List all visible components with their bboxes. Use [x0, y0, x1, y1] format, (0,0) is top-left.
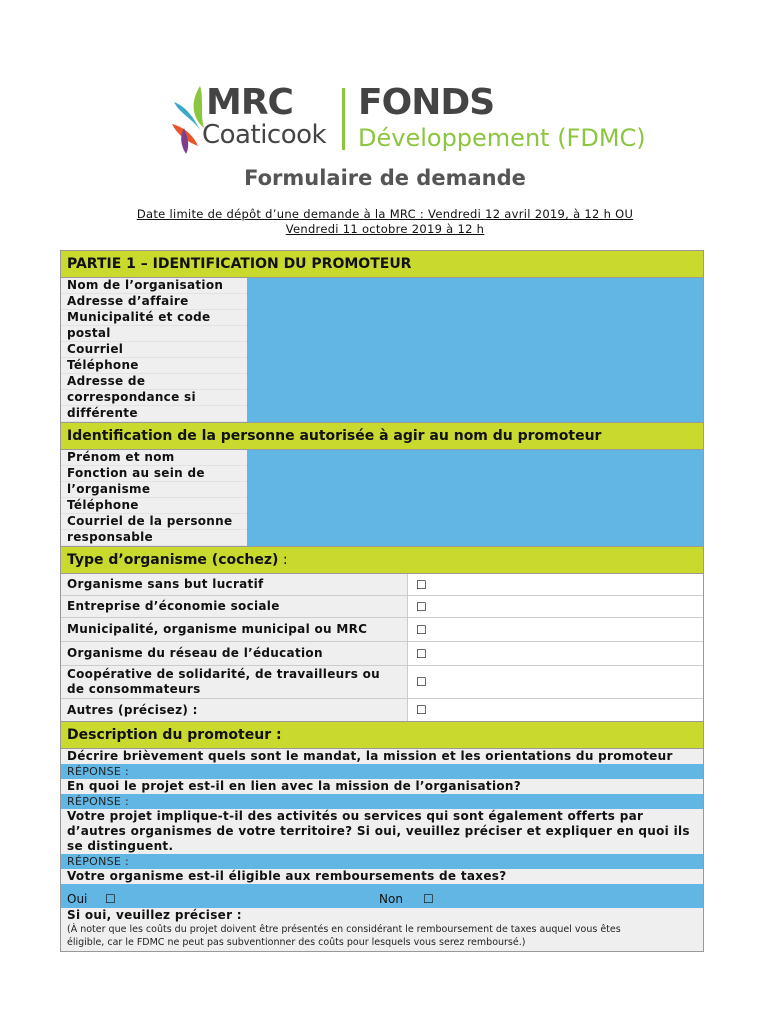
- logo-developpement-text: Développement (FDMC): [358, 124, 646, 152]
- question-similar-services: [61, 809, 703, 854]
- logo-mrc-text: MRC: [206, 82, 293, 123]
- checkbox-icon[interactable]: ☐: [407, 666, 703, 698]
- deadline-notice: [60, 207, 710, 237]
- field-label: différente: [61, 406, 247, 422]
- part1-section: [61, 278, 703, 422]
- question-line: d’autres organismes de votre territoire? Si oui, veuillez préciser et expliquer en quoi ils: [67, 824, 690, 838]
- field-label: Nom de l’organisation: [61, 278, 247, 294]
- org-type-row: [61, 618, 703, 642]
- org-type-label: Organisme du réseau de l’éducation: [61, 642, 407, 665]
- field-label: Municipalité et code: [61, 310, 247, 326]
- org-type-label: Entreprise d’économie sociale: [61, 596, 407, 617]
- tax-note: [61, 923, 703, 951]
- fdmc-logo: [170, 80, 690, 162]
- part1-header: PARTIE 1 – IDENTIFICATION DU PROMOTEUR: [61, 251, 703, 278]
- authorized-labels: [61, 450, 247, 546]
- answer-field[interactable]: RÉPONSE :: [61, 764, 703, 779]
- authorized-input-area[interactable]: [247, 450, 703, 546]
- application-form: [60, 250, 704, 952]
- field-label: Téléphone: [61, 358, 247, 374]
- answer-field[interactable]: RÉPONSE :: [61, 854, 703, 869]
- non-label: Non: [379, 892, 403, 906]
- logo-divider: [342, 88, 345, 150]
- note-line: (À noter que les coûts du projet doivent être présentés en considérant le remboursement de taxes auquel vous êtes: [67, 924, 621, 935]
- page-title: Formulaire de demande: [244, 166, 526, 190]
- question-line: Votre projet implique-t-il des activités ou services qui sont également offerts par: [67, 809, 644, 823]
- logo-coaticook-text: Coaticook: [202, 120, 327, 150]
- org-type-label: [61, 666, 407, 698]
- org-type-label: Municipalité, organisme municipal ou MRC: [61, 618, 407, 641]
- org-type-label: Organisme sans but lucratif: [61, 574, 407, 595]
- checkbox-icon[interactable]: ☐: [407, 642, 703, 665]
- part1-labels: [61, 278, 247, 422]
- org-type-row: [61, 574, 703, 596]
- org-type-row: [61, 596, 703, 618]
- tax-refund-choice: [61, 884, 703, 908]
- field-label: Adresse de: [61, 374, 247, 390]
- checkbox-icon[interactable]: ☐: [407, 618, 703, 641]
- note-line: éligible, car le FDMC ne peut pas subventionner des coûts pour lesquels vous serez remboursé.): [67, 937, 526, 948]
- authorized-section: [61, 450, 703, 546]
- org-type-label-line: Coopérative de solidarité, de travailleurs ou: [67, 667, 381, 681]
- org-type-title: Type d’organisme (cochez): [67, 552, 279, 568]
- checkbox-icon[interactable]: ☐: [407, 596, 703, 617]
- field-label: Courriel de la personne: [61, 514, 247, 530]
- deadline-line-2: Vendredi 11 octobre 2019 à 12 h: [285, 222, 485, 236]
- description-header: Description du promoteur :: [61, 721, 703, 749]
- field-label: Prénom et nom: [61, 450, 247, 466]
- field-label: Fonction au sein de: [61, 466, 247, 482]
- field-label: postal: [61, 326, 247, 342]
- org-type-row: [61, 699, 703, 721]
- question-specify: Si oui, veuillez préciser :: [61, 908, 703, 923]
- org-type-row: [61, 666, 703, 699]
- authorized-header: Identification de la personne autorisée à agir au nom du promoteur: [61, 422, 703, 450]
- org-type-colon: :: [278, 552, 288, 568]
- org-type-label: Autres (précisez) :: [61, 699, 407, 721]
- part1-input-area[interactable]: [247, 278, 703, 422]
- answer-field[interactable]: RÉPONSE :: [61, 794, 703, 809]
- org-type-header: [61, 546, 703, 574]
- field-label: Courriel: [61, 342, 247, 358]
- field-label: Téléphone: [61, 498, 247, 514]
- oui-label: Oui: [67, 892, 88, 906]
- question-line: se distinguent.: [67, 839, 174, 853]
- question-tax-refund: Votre organisme est-il éligible aux remboursements de taxes?: [61, 869, 703, 884]
- org-type-row: [61, 642, 703, 666]
- org-type-label-line: de consommateurs: [67, 682, 201, 696]
- question-mission-link: En quoi le projet est-il en lien avec la mission de l’organisation?: [61, 779, 703, 794]
- non-checkbox-icon[interactable]: ☐: [423, 892, 434, 906]
- oui-checkbox-icon[interactable]: ☐: [105, 892, 116, 906]
- field-label: responsable: [61, 530, 247, 546]
- field-label: Adresse d’affaire: [61, 294, 247, 310]
- field-label: l’organisme: [61, 482, 247, 498]
- field-label: correspondance si: [61, 390, 247, 406]
- checkbox-icon[interactable]: ☐: [407, 574, 703, 595]
- logo-fonds-text: FONDS: [358, 82, 495, 123]
- checkbox-icon[interactable]: ☐: [407, 699, 703, 721]
- question-mandate: Décrire brièvement quels sont le mandat, la mission et les orientations du promoteur: [61, 749, 703, 764]
- deadline-line-1: Date limite de dépôt d’une demande à la MRC : Vendredi 12 avril 2019, à 12 h OU: [136, 207, 634, 221]
